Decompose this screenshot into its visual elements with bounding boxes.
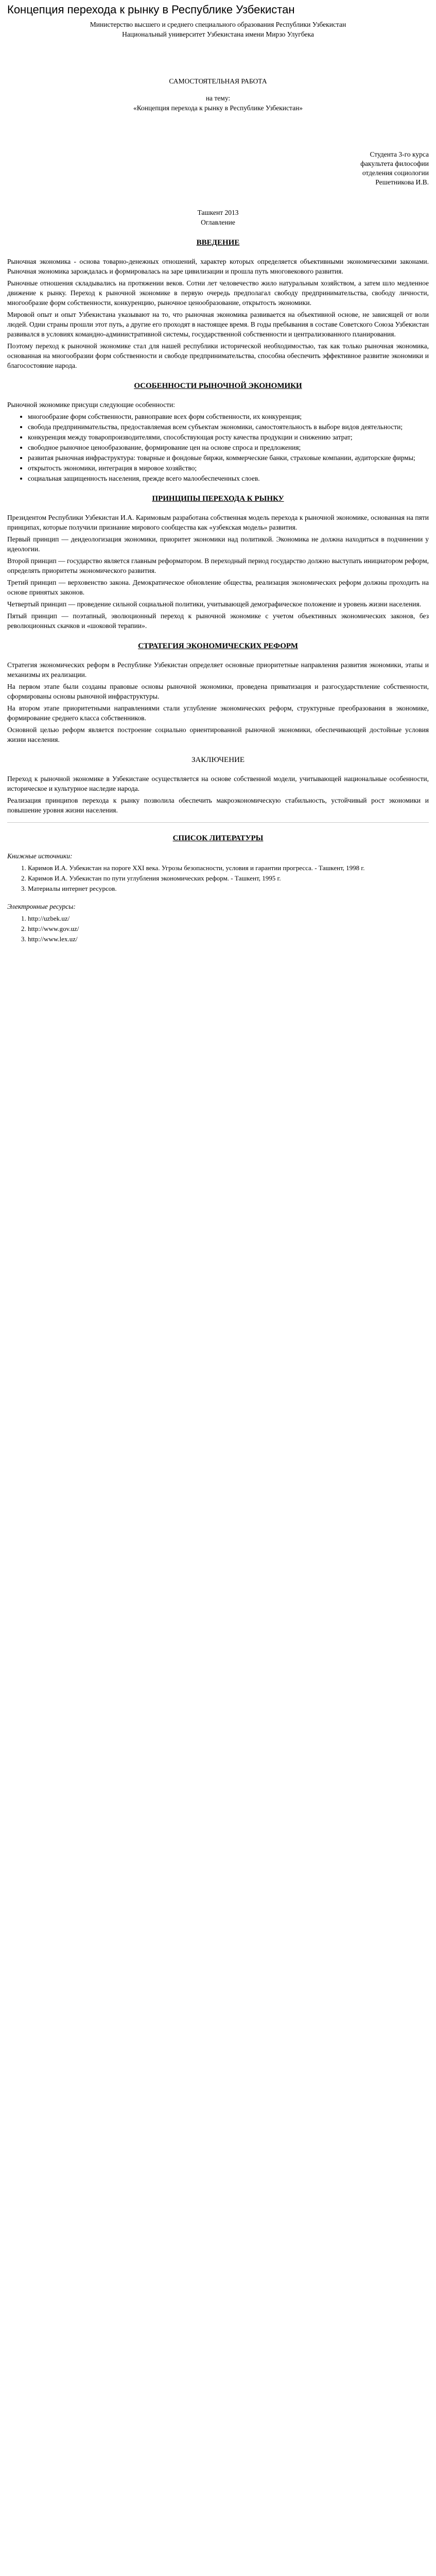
link-item[interactable]: 1. http://uzbek.uz/: [28, 914, 429, 923]
intro-heading: ВВЕДЕНИЕ: [196, 239, 240, 247]
strategy-paragraph: На первом этапе были созданы правовые основы рыночной экономики, проведена приватизация и разгосударствление собственности, сформированы основы рыночной инфраструктуры.: [7, 683, 429, 700]
essence-heading: ОСОБЕННОСТИ РЫНОЧНОЙ ЭКОНОМИКИ: [134, 382, 302, 390]
conclusion-section: [7, 774, 429, 815]
internet-label: Электронные ресурсы:: [7, 903, 76, 910]
literature-heading: СПИСОК ЛИТЕРАТУРЫ: [172, 834, 264, 842]
internet-list: [7, 914, 429, 944]
faculty-line: факультета философии: [360, 160, 429, 167]
city-year: Ташкент 2013: [197, 209, 239, 216]
conclusion-heading: ЗАКЛЮЧЕНИЕ: [191, 756, 245, 764]
strategy-paragraph: На втором этапе приоритетными направлениями стали углубление экономических реформ, структурные преобразования в экономике, формирование среднего класса собственников.: [7, 704, 429, 722]
list-item: • социальная защищенность населения, прежде всего малообеспеченных слоев.: [28, 473, 429, 483]
list-item: 2. Каримов И.А. Узбекистан по пути углубления экономических реформ. - Ташкент, 1995 г.: [28, 874, 429, 883]
literature-section: [7, 852, 429, 944]
strategy-section: [7, 660, 429, 744]
books-label: Книжные источники:: [7, 852, 73, 860]
intro-section: [7, 257, 429, 370]
conclusion-paragraph: Реализация принципов перехода к рынку позволила обеспечить макроэкономическую стабильность, устойчивый рост экономики и повышение уровня жизни населения.: [7, 796, 429, 814]
topic-line: «Концепция перехода к рынку в Республике Узбекистан»: [133, 104, 303, 112]
principles-paragraph: Президентом Республики Узбекистан И.А. Каримовым разработана собственная модель перехода к рыночной экономике, основанная на пяти принципах, которые получили признание мирового сообщества как «узбекская модель» развития.: [7, 514, 429, 531]
intro-paragraph: Мировой опыт и опыт Узбекистана указывают на то, что рыночная экономика развивается на объективной основе, не зависящей от воли людей. Одни страны прошли этот путь, а другие его проходят в настоящее время. В годы пребывания в составе Советского Союза Узбекистан развивался в условиях командно-административной системы, государственной собственности и централизованного планирования.: [7, 311, 429, 338]
essence-lead: Рыночной экономике присущи следующие особенности:: [7, 401, 175, 409]
list-item: • конкуренция между товаропроизводителями, способствующая росту качества продукции и снижению затрат;: [28, 432, 429, 442]
strategy-heading: СТРАТЕГИЯ ЭКОНОМИЧЕСКИХ РЕФОРМ: [138, 642, 298, 650]
principles-paragraph: Пятый принцип — поэтапный, эволюционный переход к рыночной экономике с учетом объективных экономических законов, без революционных скачков и «шоковой терапии».: [7, 612, 429, 630]
document-page: [0, 0, 436, 962]
essence-section: [7, 400, 429, 483]
link-item[interactable]: 2. http://www.gov.uz/: [28, 924, 429, 934]
ministry-line: Министерство высшего и среднего специального образования Республики Узбекистан: [90, 21, 346, 28]
conclusion-paragraph: Переход к рыночной экономике в Узбекистане осуществляется на основе собственной модели, учитывающей национальные особенности, историческое и культурное наследие народа.: [7, 775, 429, 792]
intro-paragraph: Рыночная экономика - основа товарно-денежных отношений, характер которых определяется объективными экономическими законами. Рыночная экономика зарождалась и формировалась на заре цивилизации и прошла путь многовекового развития.: [7, 258, 429, 275]
list-item: • открытость экономики, интеграция в мировое хозяйство;: [28, 463, 429, 473]
principles-section: [7, 513, 429, 631]
list-item: • свободное рыночное ценообразование, формирование цен на основе спроса и предложения;: [28, 443, 429, 452]
author-name: Решетникова И.В.: [375, 178, 429, 186]
strategy-paragraph: Стратегия экономических реформ в Республике Узбекистан определяет основные приоритетные направления развития экономики, этапы и механизмы их реализации.: [7, 661, 429, 679]
link-item[interactable]: 3. http://www.lex.uz/: [28, 935, 429, 944]
list-item: • развитая рыночная инфраструктура: товарные и фондовые биржи, коммерческие банки, страховые компании, аудиторские фирмы;: [28, 453, 429, 463]
list-item: • свобода предпринимательства, предоставляемая всем субъектам экономики, самостоятельность в выборе видов деятельности;: [28, 422, 429, 432]
principles-paragraph: Четвертый принцип — проведение сильной социальной политики, учитывающей демографическое положение и уровень жизни населения.: [7, 600, 422, 608]
intro-paragraph: Поэтому переход к рыночной экономике стал для нашей республики исторической необходимостью, так как только рыночная экономика, основанная на многообразии форм собственности и свободе предпринимательства, способна обеспечить эффективное развитие экономики и благосостояние народа.: [7, 342, 429, 369]
essence-list: [7, 412, 429, 483]
intro-paragraph: Рыночные отношения складывались на протяжении веков. Сотни лет человечество жило натуральным хозяйством, а затем шло медленное движение к рынку. Переход к рыночной экономике в первую очередь предполагал свободу предпринимательства, свободу личности, многообразие форм собственности, конкуренцию, рыночное ценообразование, открытость экономики.: [7, 279, 429, 307]
work-type: САМОСТОЯТЕЛЬНАЯ РАБОТА: [169, 77, 267, 85]
principles-paragraph: Второй принцип — государство является главным реформатором. В переходный период государство должно выступать инициатором реформ, определять приоритеты экономического развития.: [7, 557, 429, 574]
on-topic-label: на тему:: [205, 94, 231, 102]
document-title: Концепция перехода к рынку в Республике Узбекистан: [7, 3, 295, 16]
principles-paragraph: Первый принцип — деидеологизация экономики, приоритет экономики над политикой. Экономика не должна находиться в подчинении у идеологии.: [7, 535, 429, 553]
strategy-paragraph: Основной целью реформ является построение социально ориентированной рыночной экономики, обеспечивающей достойные условия жизни населения.: [7, 726, 429, 743]
department-line: отделения социологии: [362, 169, 429, 177]
title-page: [7, 20, 429, 227]
list-item: 3. Материалы интернет ресурсов.: [28, 884, 429, 893]
student-line: Студента 3-го курса: [370, 150, 429, 158]
list-item: • многообразие форм собственности, равноправие всех форм собственности, их конкуренция;: [28, 412, 429, 421]
university-line: Национальный университет Узбекистана имени Мирзо Улугбека: [122, 30, 314, 38]
list-item: 1. Каримов И.А. Узбекистан на пороге XXI века. Угрозы безопасности, условия и гарантии прогресса. - Ташкент, 1998 г.: [28, 863, 429, 873]
author-block: [7, 150, 429, 187]
principles-paragraph: Третий принцип — верховенство закона. Демократическое обновление общества, реализация экономических реформ должны проходить на основе принятых законов.: [7, 579, 429, 596]
principles-heading: ПРИНЦИПЫ ПЕРЕХОДА К РЫНКУ: [152, 495, 284, 503]
divider: [7, 822, 429, 823]
toc-label: Оглавление: [201, 218, 235, 226]
books-list: [7, 863, 429, 893]
